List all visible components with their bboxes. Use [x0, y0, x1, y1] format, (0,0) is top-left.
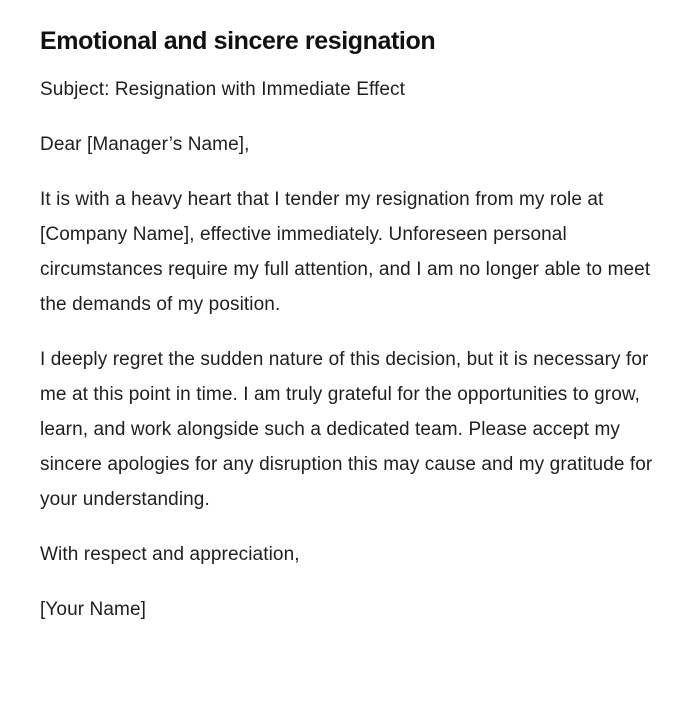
- salutation: Dear [Manager’s Name],: [40, 134, 250, 155]
- body-paragraph-2: I deeply regret the sudden nature of this decision, but it is necessary for me at this point in time. I am truly grateful for the opportunities to grow, learn, and work alongside such a dedicated team. Please accept my sincere apologies for any disruption this may cause and my gratitude for your understanding.: [40, 349, 653, 510]
- body-paragraph-1: It is with a heavy heart that I tender my resignation from my role at [Company Name], effective immediately. Unforeseen personal circumstances require my full attention, and I am no longer able to meet the demands of my position.: [40, 189, 651, 315]
- document-title: Emotional and sincere resignation: [40, 27, 436, 55]
- signature: [Your Name]: [40, 599, 147, 620]
- subject-line: Subject: Resignation with Immediate Effect: [40, 79, 406, 100]
- closing-line: With respect and appreciation,: [40, 544, 300, 565]
